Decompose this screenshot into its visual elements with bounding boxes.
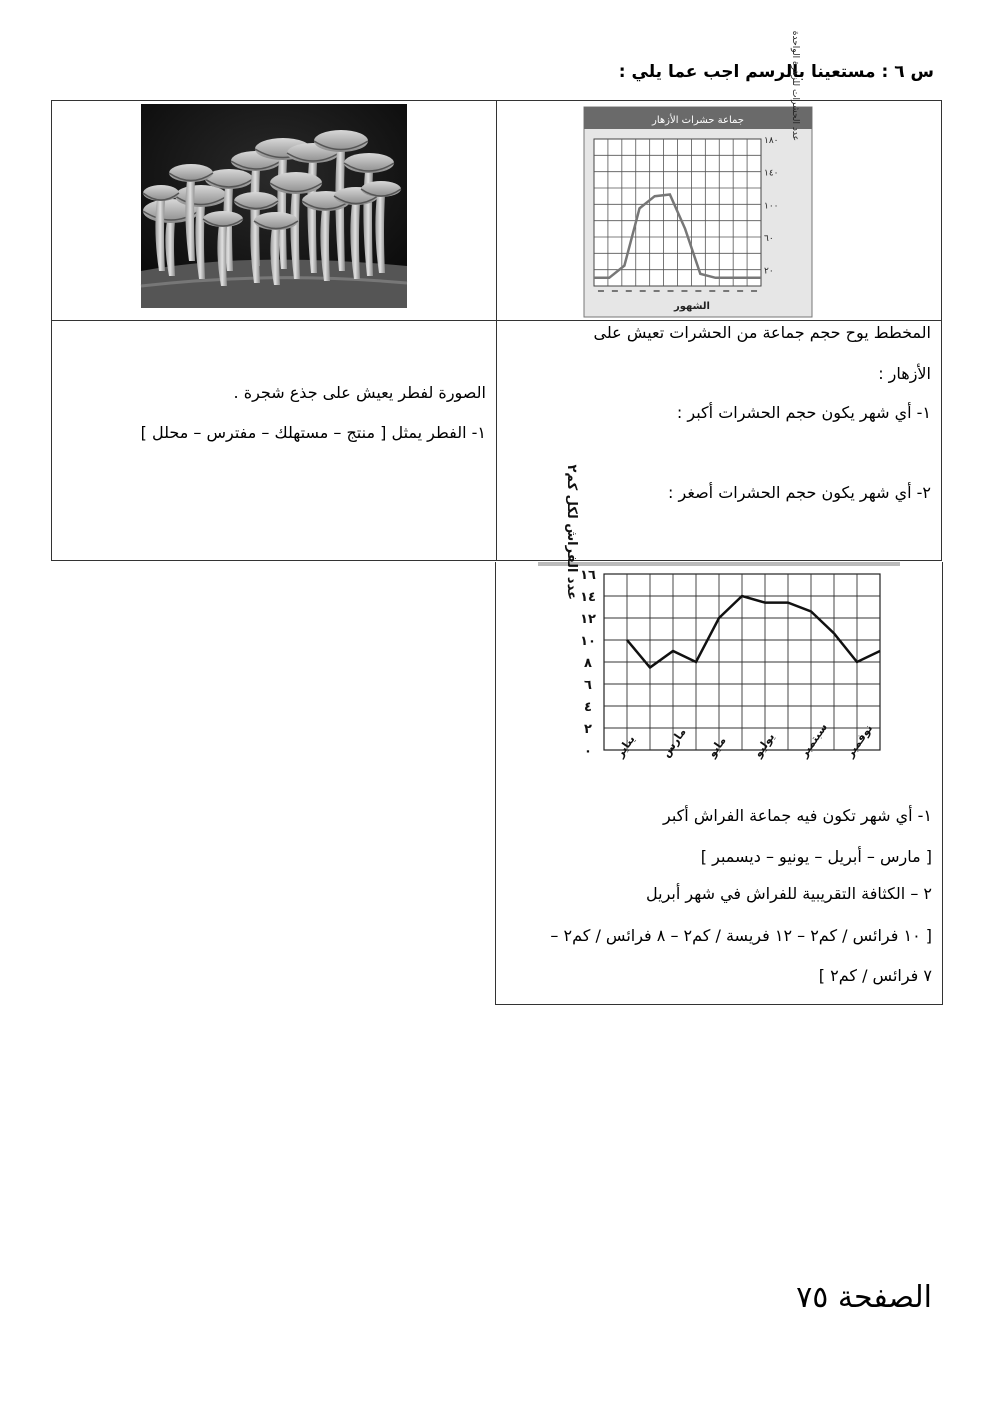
mushroom-cap [175,185,227,207]
mushroom-cap [143,185,179,201]
insect-intro-line1: المخطط يوح حجم جماعة من الحشرات تعيش على [593,323,931,342]
butterfly-question-1: ١- أي شهر تكون فيه جماعة الفراش أكبر [663,806,932,825]
chart2-x-tick-label: يناير [613,732,638,760]
chart1-x-tick-mark [681,290,687,292]
chart1-x-tick-mark [737,290,743,292]
chart1-y-tick-label: ١٨٠ [764,136,779,146]
mushroom-cap [169,164,213,182]
chart2-y-tick-label: ٦ [584,678,592,693]
insect-intro-line2: الأزهار : [878,364,931,383]
mushroom-cap [203,211,243,227]
insect-question-2: ٢- أي شهر يكون حجم الحشرات أصغر : [668,483,931,502]
insect-text-cell [497,321,942,561]
chart2-x-tick-label: مارس [659,725,689,760]
mushroom-caption: الصورة لفطر يعيش على جذع شجرة . [233,383,486,402]
chart1-title: جماعة حشرات الأزهار [652,115,744,126]
chart1-x-tick-mark [668,290,674,292]
mushroom-cap [344,153,394,173]
mushroom-text-cell [52,321,497,561]
chart1-y-tick-label: ١٠٠ [764,201,779,212]
butterfly-text-cell [495,802,943,1005]
mushroom-cap [254,212,298,230]
mushroom-photo [51,101,496,320]
chart2-x-tick-label: نوفمبر [843,722,876,760]
chart2-x-tick-label: مايو [705,734,729,760]
chart1-ylabel: عدد الحشرات للزهرة الواحدة [790,30,800,141]
chart1-x-tick-mark [598,290,604,292]
chart2-y-tick-label: ٢ [584,722,592,737]
butterfly-question-1-options: [ مارس – أبريل – يونيو – ديسمبر ] [700,847,932,866]
butterfly-question-2-options-a: [ ١٠ فرائس / كم٢ – ١٢ فريسة / كم٢ – ٨ فرائس / كم٢ – [550,926,932,945]
mushroom-cap [361,181,401,197]
chart1-x-tick-mark [709,290,715,292]
chart1-xlabel: الشهور [674,301,710,312]
butterfly-question-2-options-b: ٧ فرائس / كم٢ ] [818,966,932,985]
chart2-y-tick-label: ٨ [584,656,592,671]
chart2-y-tick-label: ١٦ [580,568,596,583]
chart2-y-tick-label: ٤ [584,700,592,715]
mushroom-cap [234,192,278,210]
chart1-x-tick-mark [723,290,729,292]
butterfly-question-2: ٢ – الكثافة التقريبية للفراش في شهر أبريل [646,884,932,903]
mushroom-cap [270,172,322,194]
chart1-y-tick-label: ٢٠ [764,266,774,277]
chart2-x-tick-label: سبتمبر [797,720,831,760]
chart2-x-tick-label: يوليو [751,730,778,760]
chart2-y-tick-label: ٠ [584,744,592,759]
page-number: الصفحة ٧٥ [796,1280,932,1315]
insect-question-1: ١- أي شهر يكون حجم الحشرات أكبر : [676,403,931,422]
chart1-y-tick-label: ٦٠ [764,234,774,244]
chart1-y-tick-label: ١٤٠ [764,168,779,179]
chart2-y-tick-label: ١٢ [580,612,596,627]
chart2-y-ticks [580,568,596,759]
chart1-x-tick-mark [640,290,646,292]
chart1-x-tick-mark [751,290,757,292]
chart1-x-tick-mark [612,290,618,292]
mushroom-cell [52,101,497,321]
mushroom-cap [314,130,368,152]
chart1-x-tick-mark [626,290,632,292]
chart2-y-tick-label: ١٤ [580,590,596,605]
chart1-x-tick-mark [654,290,660,292]
mushroom-question: ١- الفطر يمثل [ منتج – مستهلك – مفترس – محلل ] [140,423,486,442]
chart1-x-tick-mark [695,290,701,292]
question-title: س ٦ : مستعينا بالرسم اجب عما يلي : [618,62,934,82]
chart2-y-tick-label: ١٠ [580,634,596,649]
chart2-ylabel: عدد الفراش لكل كم٢ [564,464,579,600]
